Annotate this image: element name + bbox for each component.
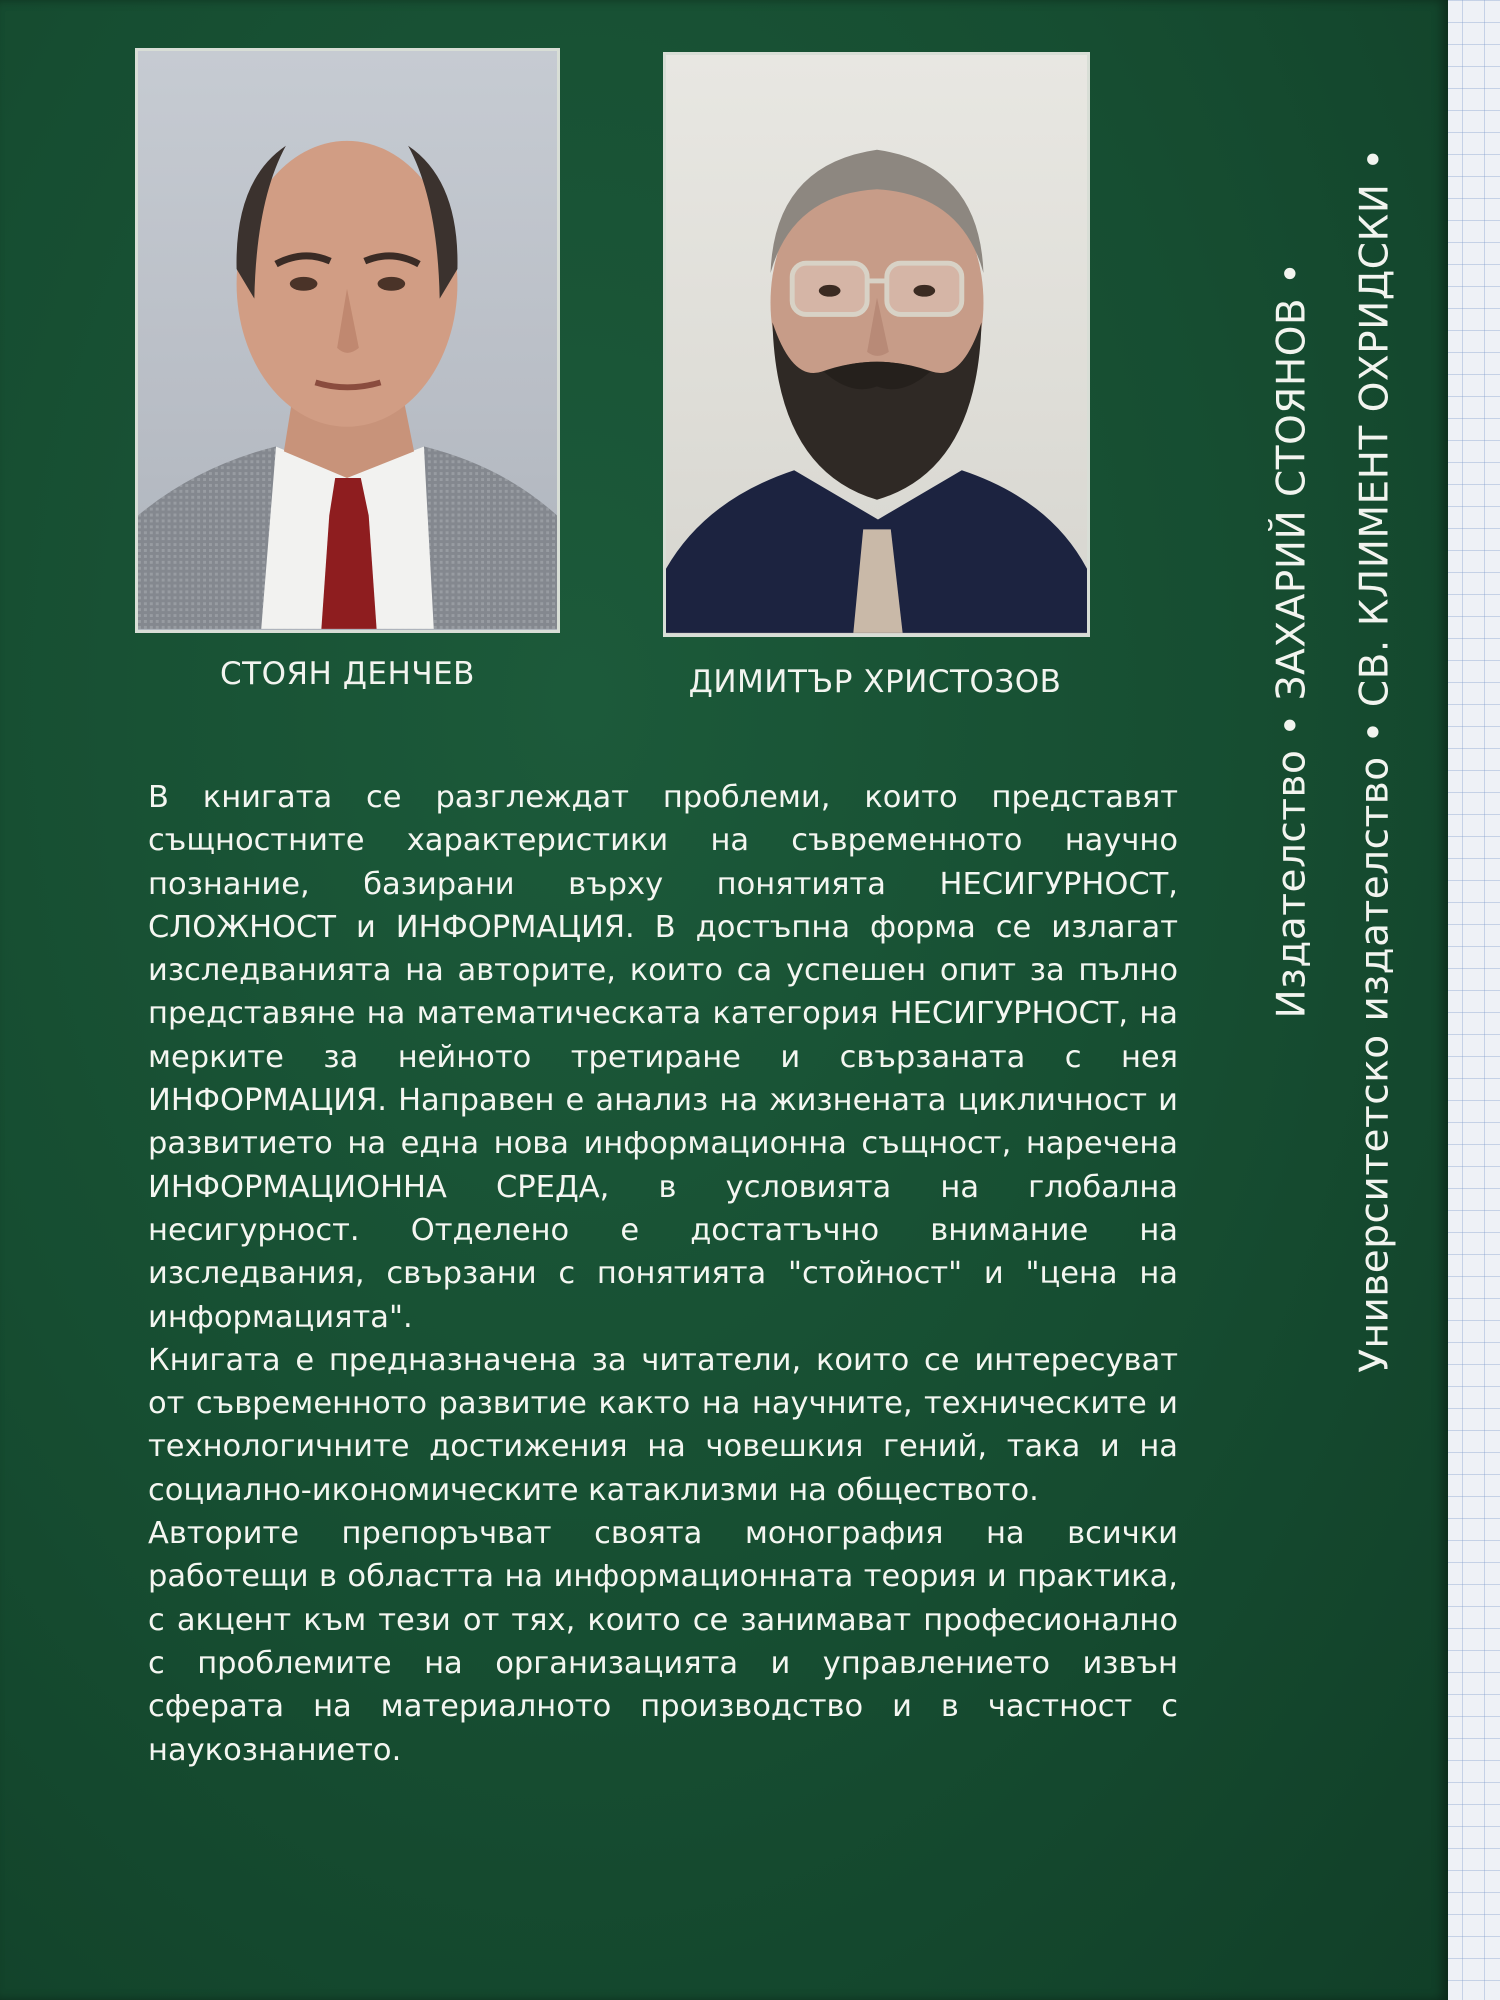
author-photo-right [663, 52, 1090, 637]
description-paragraph-2: Книгата е предназначена за читатели, които се интересуват от съвременното развитие както на научните, техническите и технологичните достижения на човешкия гений, така и на социално-икономическите катаклизми на обществото. [148, 1342, 1178, 1508]
graph-paper-background [1440, 0, 1500, 2000]
author-name-right: ДИМИТЪР ХРИСТОЗОВ [688, 664, 1062, 700]
portrait-illustration-left [138, 51, 557, 630]
description-paragraph-1: В книгата се разглеждат проблеми, които представят същностните характеристики на съвременното научно познание, базирани върху понятията НЕСИГУРНОСТ, СЛОЖНОСТ и ИНФОРМАЦИЯ. В достъпна форма се излагат изследванията на авторите, които са успешен опит за пълно представяне на математическата категория НЕСИГУРНОСТ, на мерките за нейното третиране и свързаната с нея ИНФОРМАЦИЯ. Направен е анализ на жизнената цикличност и развитието на една нова информационна същност, наречена ИНФОРМАЦИОННА СРЕДА, в условията на глобална несигурност. Отделено е достатъчно внимание на изследвания, свързани с понятията "стойност" и "цена на информацията". [148, 780, 1178, 1335]
publisher-line-2: Университетско издателство • СВ. КЛИМЕНТ ОХРИДСКИ • [1352, 147, 1398, 1373]
author-name-left: СТОЯН ДЕНЧЕВ [220, 656, 475, 692]
book-description [148, 776, 1178, 1772]
publisher-line-1: Издателство • ЗАХАРИЙ СТОЯНОВ • [1269, 261, 1315, 1019]
description-paragraph-3: Авторите препоръчват своята монография на всички работещи в областта на информационната теория и практика, с акцент към тези от тях, които се занимават професионално с проблемите на организацията и управлението извън сферата на материалното производство и в частност с наукознанието. [148, 1516, 1178, 1768]
portrait-illustration-right [666, 55, 1087, 634]
author-photo-left [135, 48, 560, 633]
